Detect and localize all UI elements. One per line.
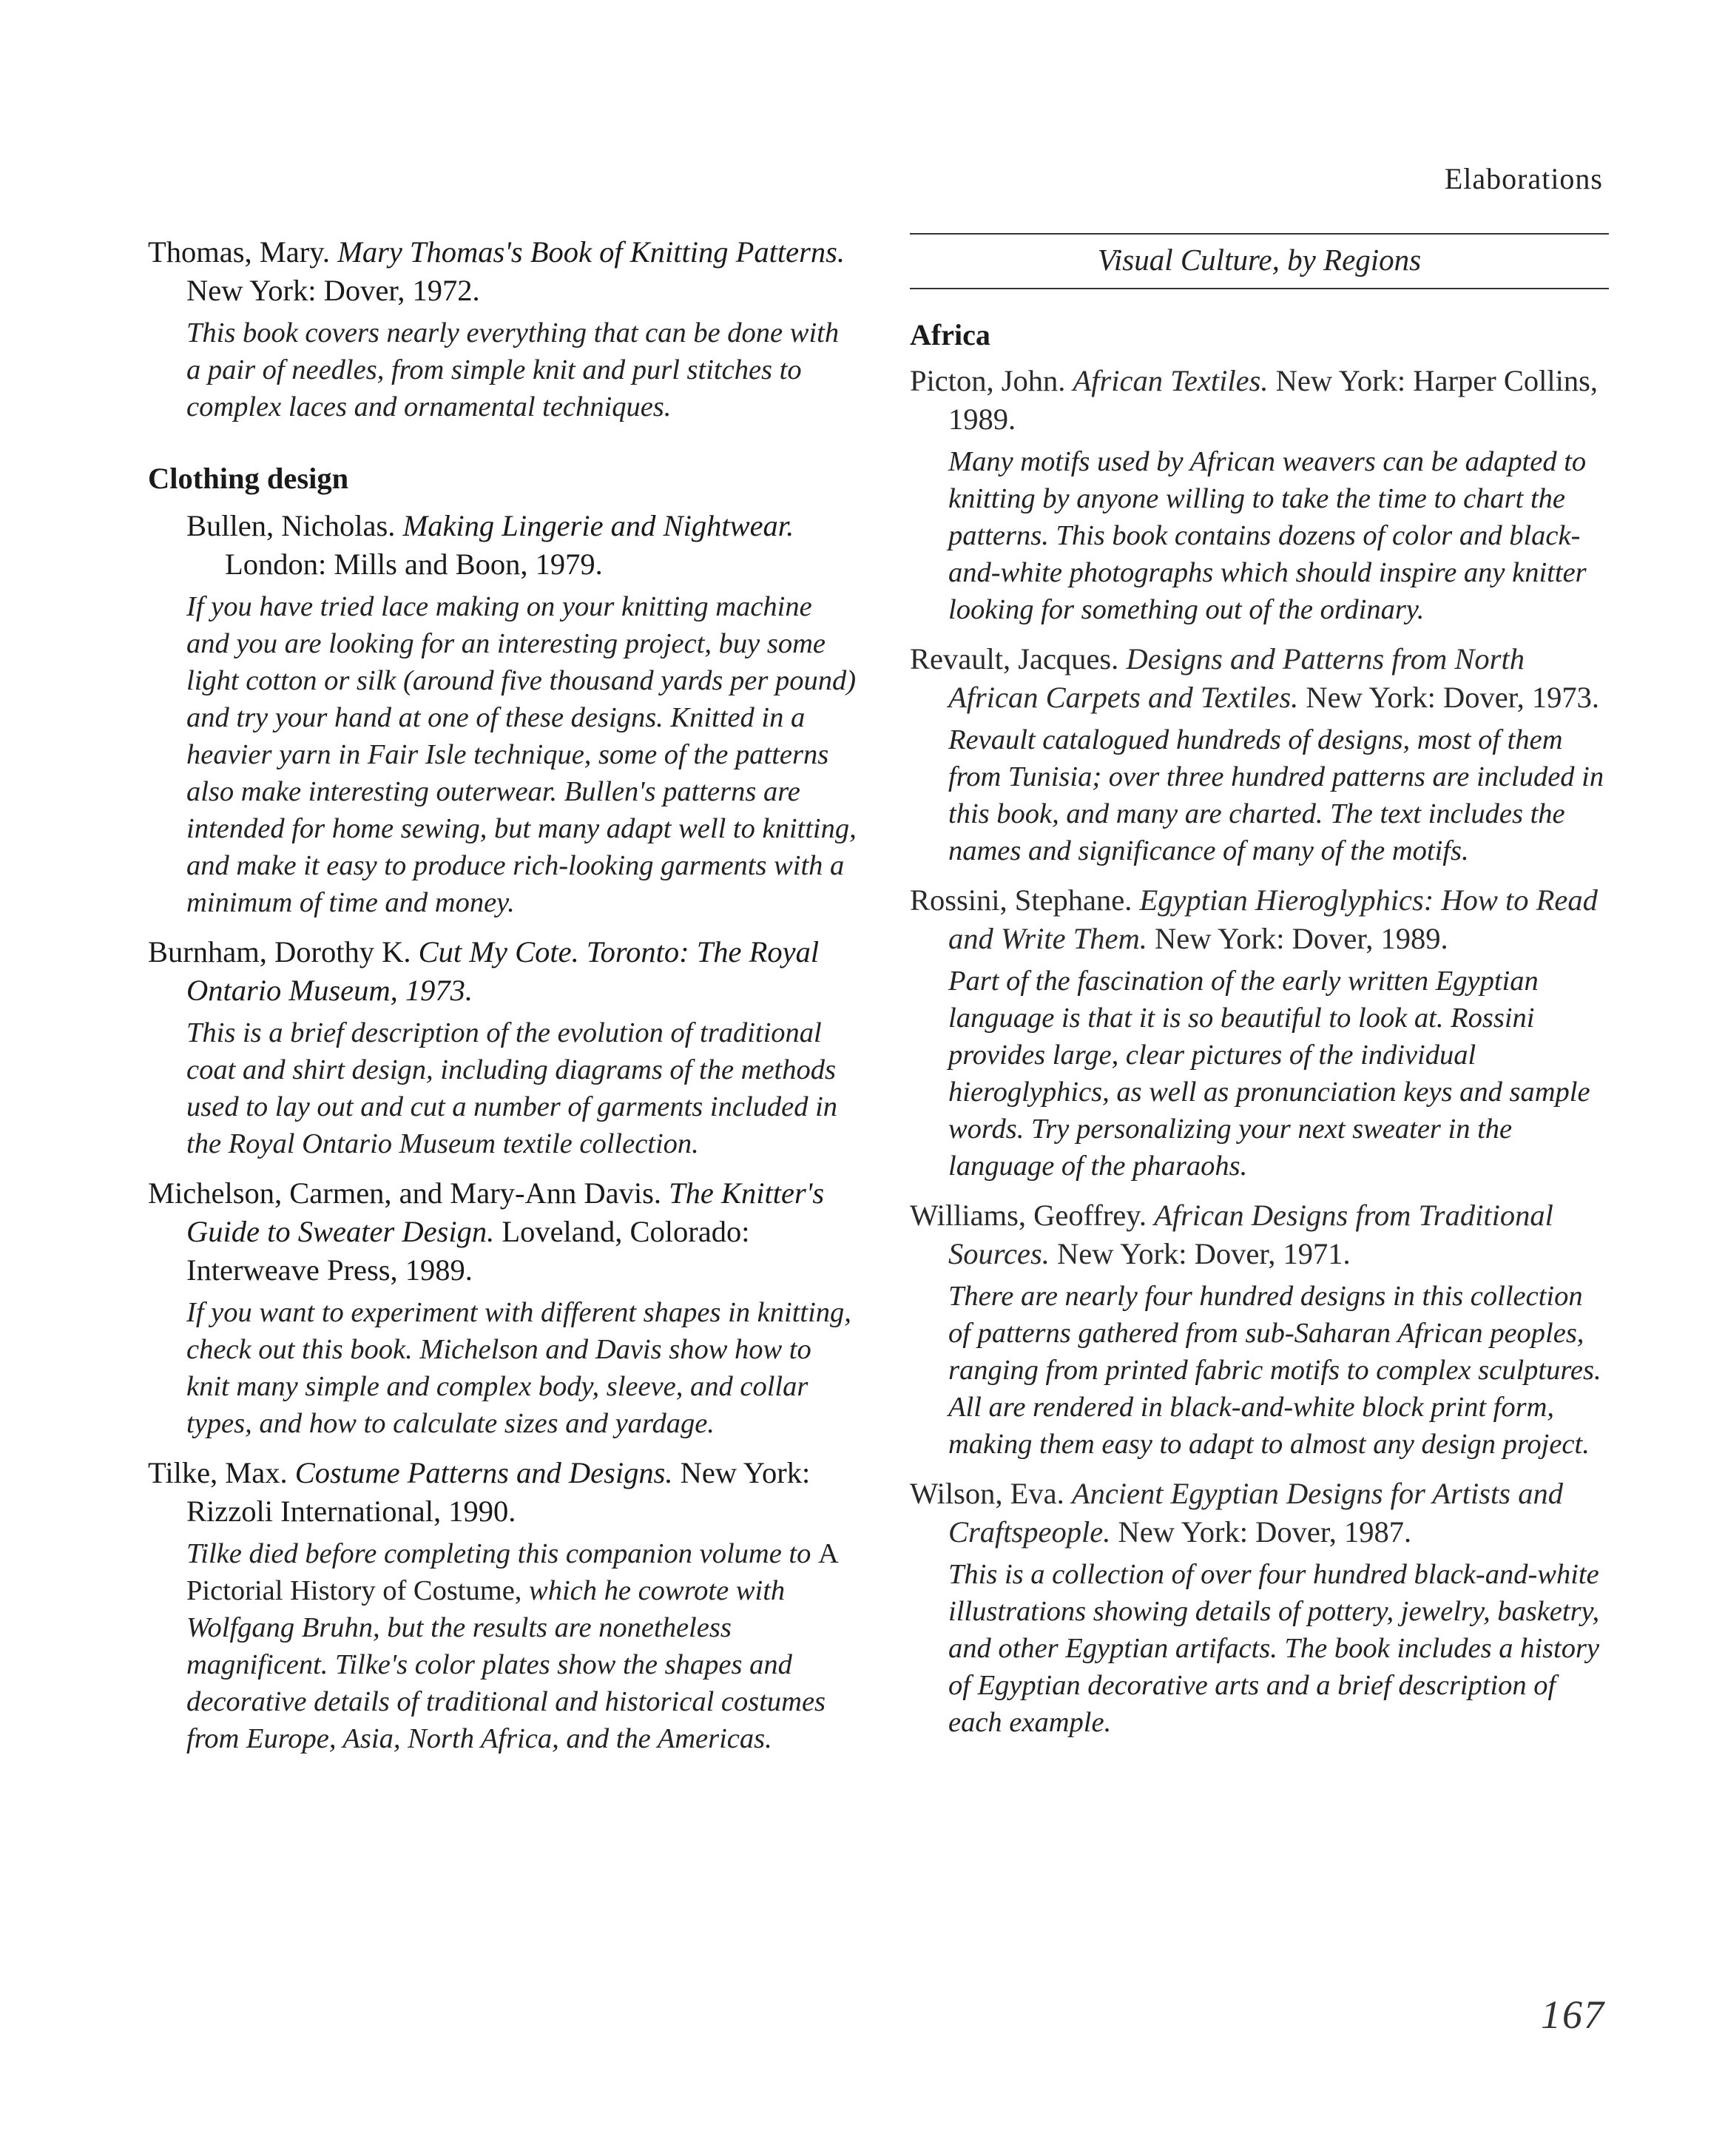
left-column [148,233,858,1769]
citation [910,1475,1609,1552]
entry-title: The Knitter's Guide to Sweater Design. [186,1176,825,1248]
right-column [910,233,1609,1753]
entry-title: African Designs from Traditional Sources. [948,1199,1553,1270]
entry-annotation: Revault catalogued hundreds of designs, most of them from Tunisia; over three hundred patterns are included in this book, and many are charted. The text includes the names and significance of many of the motifs. [948,724,1604,866]
entry-publication: New York: Dover, 1971. [1056,1237,1351,1270]
bibliography-entry [148,1454,858,1757]
annotation-text: which he cowrote with Wolfgang Bruhn, but the results are nonetheless magnificent. Tilke's color plates show the shapes and decorative details of traditional and historical costumes from Europe, Asia, North Africa, and the Americas. [186,1575,826,1754]
bibliography-entry [148,933,858,1162]
citation [910,1196,1609,1273]
entry-publication: New York: Dover, 1987. [1118,1515,1412,1549]
bibliography-entry [910,640,1609,869]
entry-author: Burnham, Dorothy K. [148,935,411,968]
entry-title: Ancient Egyptian Designs for Artists and Craftspeople. [948,1477,1563,1549]
entry-author: Williams, Geoffrey. [910,1199,1147,1232]
entry-title: Egyptian Hieroglyphics: How to Read and Write Them. [948,883,1598,955]
entry-annotation: This is a collection of over four hundred black-and-white illustrations showing details of pottery, jewelry, basketry, and other Egyptian artifacts. The book includes a history of Egyptian decorative arts and a brief description of each example. [948,1559,1600,1738]
entry-publication: New York: Dover, 1973. [1306,681,1599,714]
citation [148,1454,858,1531]
entry-annotation: If you have tried lace making on your knitting machine and you are looking for an interesting project, buy some light cotton or silk (around five thousand yards per pound) and try your hand at one of these designs. Knitted in a heavier yarn in Fair Isle technique, some of the patterns also make interesting outerwear. Bullen's patterns are intended for home sewing, but many adapt well to knitting, and make it easy to produce rich-looking garments with a minimum of time and money. [186,591,857,918]
entry-annotation: Many motifs used by African weavers can be adapted to knitting by anyone willing to take the time to chart the patterns. This book contains dozens of color and black-and-white photographs which should inspire any knitter looking for something out of the ordinary. [948,446,1587,625]
region-heading-africa: Africa [910,318,990,351]
entry-publication: New York: Dover, 1989. [1155,922,1448,955]
entry-annotation: Part of the fascination of the early written Egyptian language is that it is so beautiful to look at. Rossini provides large, clear pictures of the individual hieroglyphics, as well as pronunciation keys and sample words. Try personalizing your next sweater in the language of the pharaohs. [948,966,1590,1182]
entry-title: Cut My Cote. Toronto: The Royal Ontario Museum, 1973. [186,935,820,1007]
bibliography-entry [910,1475,1609,1741]
section-heading-clothing-design: Clothing design [148,462,349,495]
entry-author: Thomas, Mary. [148,235,330,269]
entry-annotation: If you want to experiment with different shapes in knitting, check out this book. Michelson and Davis show how to knit many simple and complex body, sleeve, and collar types, and how to calculate sizes and yardage. [186,1297,851,1439]
bibliography-entry [148,1174,858,1442]
clothing-design-entries [148,507,858,921]
bibliography-entry [910,1196,1609,1463]
citation [910,362,1609,439]
citation [910,640,1609,717]
entry-publication: New York: Harper Collins, 1989. [948,364,1598,436]
entry-author: Rossini, Stephane. [910,883,1132,917]
entry-publication: Loveland, Colorado: Interweave Press, 1989. [186,1215,750,1287]
citation [148,933,858,1010]
running-head: Elaborations [1444,162,1603,195]
bibliography-entry [148,507,858,921]
entry-author: Tilke, Max. [148,1456,288,1489]
referenced-book-title: A Pictorial History of Costume, [186,1538,837,1606]
entry-author: Bullen, Nicholas. [186,509,396,542]
entry-author: Wilson, Eva. [910,1477,1064,1510]
citation [910,881,1609,958]
bibliography-entry [148,233,858,425]
entry-title: Designs and Patterns from North African Carpets and Textiles. [948,642,1525,714]
entry-publication: New York: Rizzoli International, 1990. [186,1456,811,1528]
citation [148,507,858,584]
entry-annotation: This book covers nearly everything that can be done with a pair of needles, from simple knit and purl stitches to complex laces and ornamental techniques. [186,317,840,422]
entry-author: Revault, Jacques. [910,642,1119,676]
entry-annotation [186,1535,858,1757]
entry-author: Picton, John. [910,364,1066,397]
entry-annotation: There are nearly four hundred designs in this collection of patterns gathered from sub-Saharan African peoples, ranging from printed fabric motifs to complex sculptures. All are rendered in black-and-white block print form, making them easy to adapt to almost any design project. [948,1281,1601,1460]
entry-annotation: This is a brief description of the evolution of traditional coat and shirt design, including diagrams of the methods used to lay out and cut a number of garments included in the Royal Ontario Museum textile collection. [186,1017,838,1159]
annotation-text: Tilke died before completing this companion volume to [186,1538,811,1569]
citation [148,1174,858,1290]
bibliography-entry [910,881,1609,1185]
citation [148,233,858,310]
page-number: 167 [1541,1992,1605,2037]
entry-title: Mary Thomas's Book of Knitting Patterns. [337,235,845,269]
entry-title: African Textiles. [1073,364,1269,397]
entry-author: Michelson, Carmen, and Mary-Ann Davis. [148,1176,661,1210]
entry-publication: London: Mills and Boon, 1979. [225,548,603,581]
entry-title: Making Lingerie and Nightwear. [402,509,794,542]
entry-publication: New York: Dover, 1972. [186,274,480,307]
bibliography-entry [910,362,1609,628]
section-heading-visual-culture: Visual Culture, by Regions [910,233,1609,289]
entry-title: Costume Patterns and Designs. [294,1456,673,1489]
